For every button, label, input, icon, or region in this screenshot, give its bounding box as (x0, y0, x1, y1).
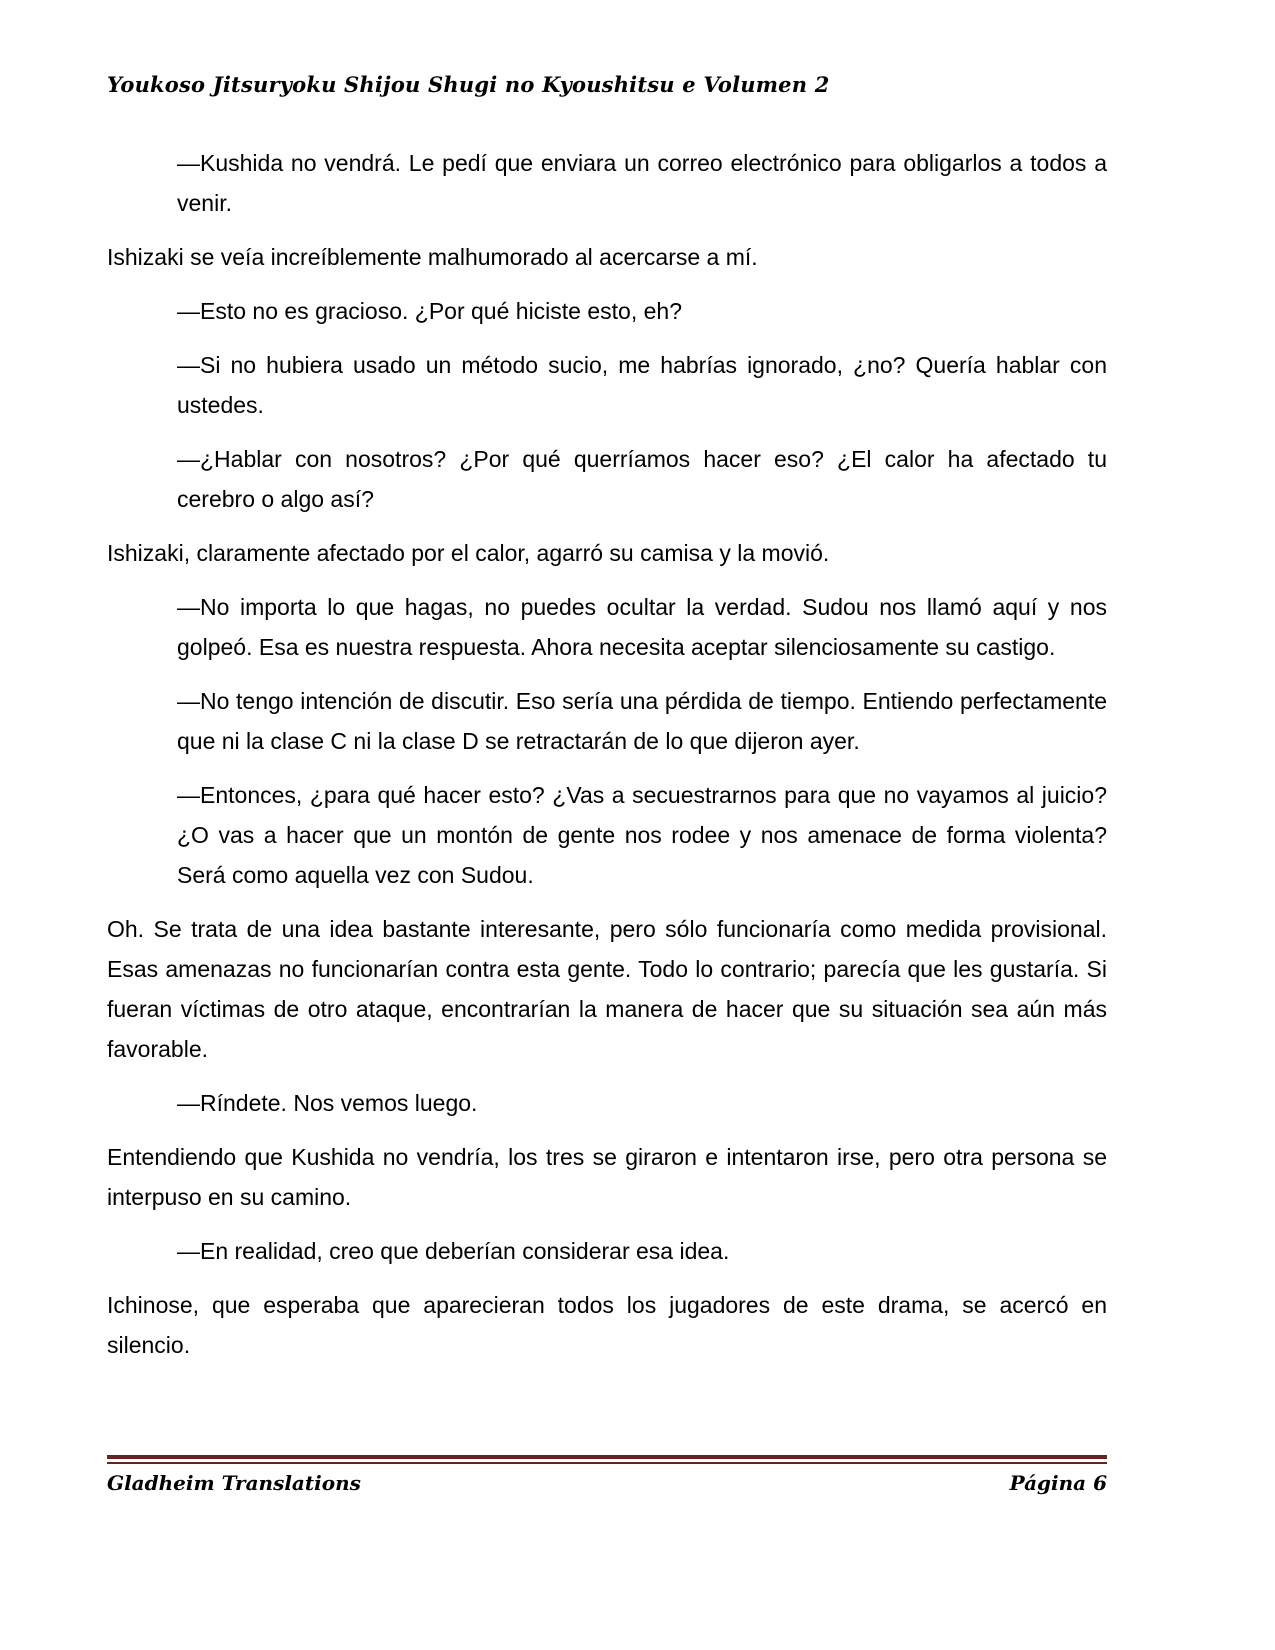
narration-paragraph: Ishizaki, claramente afectado por el calor, agarró su camisa y la movió. (107, 540, 830, 566)
footer-row (107, 1471, 1107, 1495)
footer-page-number: Página 6 (1009, 1471, 1107, 1495)
narration-paragraph: Ishizaki se veía increíblemente malhumorado al acercarse a mí. (107, 244, 758, 270)
dialogue-paragraph: —Ríndete. Nos vemos luego. (177, 1090, 478, 1116)
dialogue-paragraph: —Kushida no vendrá. Le pedí que enviara un correo electrónico para obligarlos a todos a venir. (177, 150, 1107, 216)
dialogue-paragraph: —En realidad, creo que deberían considerar esa idea. (177, 1238, 730, 1264)
dialogue-paragraph: —No importa lo que hagas, no puedes ocultar la verdad. Sudou nos llamó aquí y nos golpeó. Esa es nuestra respuesta. Ahora necesita aceptar silenciosamente su castigo. (177, 594, 1107, 660)
footer-rule (107, 1455, 1107, 1464)
dialogue-paragraph: —No tengo intención de discutir. Eso sería una pérdida de tiempo. Entiendo perfectamente que ni la clase C ni la clase D se retractarán de lo que dijeron ayer. (177, 688, 1107, 754)
dialogue-paragraph: —¿Hablar con nosotros? ¿Por qué querríamos hacer eso? ¿El calor ha afectado tu cerebro o algo así? (177, 446, 1107, 512)
narration-paragraph: Ichinose, que esperaba que aparecieran todos los jugadores de este drama, se acercó en silencio. (107, 1292, 1107, 1358)
dialogue-paragraph: —Entonces, ¿para qué hacer esto? ¿Vas a secuestrarnos para que no vayamos al juicio? ¿O vas a hacer que un montón de gente nos rodee y nos amenace de forma violenta? Será como aquella vez con Sudou. (177, 782, 1107, 888)
header-title: Youkoso Jitsuryoku Shijou Shugi no Kyoushitsu e Volumen 2 (107, 72, 830, 97)
narration-paragraph: Entendiendo que Kushida no vendría, los tres se giraron e intentaron irse, pero otra persona se interpuso en su camino. (107, 1144, 1107, 1210)
page-footer (107, 1455, 1107, 1495)
page-header (107, 72, 1107, 97)
dialogue-paragraph: —Si no hubiera usado un método sucio, me habrías ignorado, ¿no? Quería hablar con ustedes. (177, 352, 1107, 418)
document-body (107, 143, 1107, 1379)
dialogue-paragraph: —Esto no es gracioso. ¿Por qué hiciste esto, eh? (177, 298, 682, 324)
narration-paragraph: Oh. Se trata de una idea bastante interesante, pero sólo funcionaría como medida provisional. Esas amenazas no funcionarían contra esta gente. Todo lo contrario; parecía que les gustaría. Si fueran víctimas de otro ataque, encontrarían la manera de hacer que su situación sea aún más favorable. (107, 916, 1107, 1062)
footer-translator-credit: Gladheim Translations (107, 1471, 361, 1495)
